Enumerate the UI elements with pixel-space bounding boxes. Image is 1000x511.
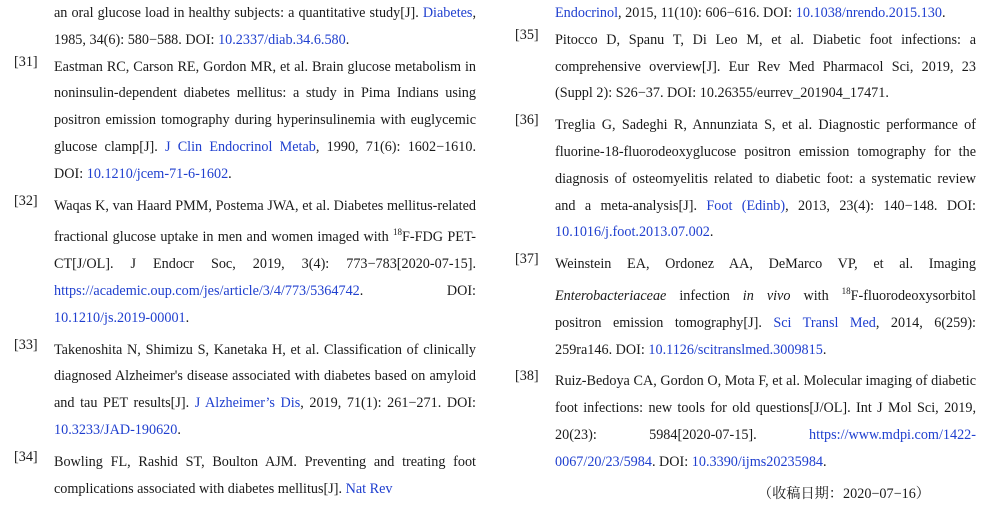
ref-text: , 1990, 71(6): 1602−1610. DOI: (54, 138, 476, 182)
ref-text: F-FDG PET-CT[J/OL]. J Endocr Soc, 2019, 3(4): 773−783[2020-07-15]. (54, 229, 476, 273)
ref-text: Eastman RC, Carson RE, Gordon MR, et al. Brain glucose metabolism in noninsulin-dependent diabetes mellitus: a study in Pima Indians using positron emission tomography during hyperinsulinemia with euglycemic glucose clamp[J]. (54, 58, 476, 155)
reference-number: [37] (515, 251, 539, 268)
reference-30-continuation (14, 0, 476, 54)
ref-text: , 1985, 34(6): 580−588. DOI: (54, 5, 476, 48)
ref-text: . DOI: (359, 282, 476, 299)
ref-text: , 2019, 71(1): 261−271. DOI: (300, 395, 476, 412)
ref-text: . (823, 453, 827, 470)
doi-link[interactable]: 10.1016/j.foot.2013.07.002 (555, 224, 710, 241)
reference-body (54, 54, 476, 188)
reference-38 (515, 368, 976, 475)
ref-text: . (228, 165, 232, 182)
ref-text: Bowling FL, Rashid ST, Boulton AJM. Preventing and treating foot complications associated with diabetes mellitus[J]. (54, 453, 476, 497)
ref-text: Treglia G, Sadeghi R, Annunziata S, et al. Diagnostic performance of fluorine-18-fluorodeoxyglucose positron emission tomography for the diagnosis of osteomyelitis related to diabetic foot: a systematic review and a meta-analysis[J]. (555, 117, 976, 214)
right-column (515, 0, 976, 507)
reference-body (555, 112, 976, 246)
journal-link[interactable]: Nat Rev (345, 480, 393, 497)
reference-37 (515, 251, 976, 363)
ref-text: an oral glucose load in healthy subjects: a quantitative study[J]. (54, 5, 423, 21)
doi-link[interactable]: 10.1210/jcem-71-6-1602 (86, 165, 229, 182)
reference-body (555, 251, 976, 363)
ref-text: . (709, 224, 714, 241)
ref-text: Ruiz-Bedoya CA, Gordon O, Mota F, et al. Molecular imaging of diabetic foot infections: new tools for old questions[J/OL]. Int J Mol Sci, 2019, 20(23): 5984[2020-07-15]. (555, 373, 976, 443)
ref-text: . (941, 5, 946, 21)
ref-text: infection (666, 287, 743, 304)
ref-text: , 2014, 6(259): 259ra146. DOI: (555, 314, 976, 358)
reference-number: [32] (14, 192, 38, 209)
ref-text: Pitocco D, Spanu T, Di Leo M, et al. Diabetic foot infections: a comprehensive overview[J]. Eur Rev Med Pharmacol Sci, 2019, 23 (Suppl 2): S26−37. DOI: 10.26355/eurrev_201904_17471. (555, 31, 976, 102)
reference-body (54, 193, 476, 332)
superscript: 18 (393, 227, 403, 238)
journal-link[interactable]: Sci Transl Med (773, 314, 876, 331)
journal-link[interactable]: J Clin Endocrinol Metab (164, 138, 316, 155)
url-link[interactable]: https://academic.oup.com/jes/article/3/4/773/5364742 (54, 282, 360, 299)
reference-number: [35] (515, 26, 539, 43)
italic-term: Enterobacteriaceae (555, 287, 667, 304)
reference-32 (14, 193, 476, 332)
reference-body (54, 449, 476, 503)
ref-text: . DOI: (651, 453, 692, 470)
journal-link[interactable]: Diabetes (422, 5, 473, 21)
ref-text: . (177, 421, 181, 438)
ref-text: , 2015, 11(10): 606−616. DOI: (618, 5, 796, 21)
received-date: （收稿日期：2020−07−16） (757, 485, 930, 502)
reference-31 (14, 54, 476, 188)
ref-text: Takenoshita N, Shimizu S, Kanetaka H, et al. Classification of clinically diagnosed Alzheimer's disease associated with diabetes based on amyloid and tau PET results[J]. (54, 341, 476, 412)
url-link[interactable]: https://www.mdpi.com/1422-0067/20/23/5984 (555, 426, 976, 470)
reference-34 (14, 449, 476, 503)
ref-text: . (185, 309, 190, 326)
reference-body (54, 337, 476, 444)
reference-33 (14, 337, 476, 444)
reference-35 (515, 27, 976, 107)
ref-text: , 2013, 23(4): 140−148. DOI: (785, 197, 977, 214)
ref-text: Weinstein EA, Ordonez AA, DeMarco VP, et al. Imaging (555, 256, 976, 273)
ref-text: Waqas K, van Haard PMM, Postema JWA, et al. Diabetes mellitus-related fractional glucose uptake in men and women imaged with (54, 197, 476, 246)
ref-text: . (345, 31, 350, 48)
reference-number: [34] (14, 448, 38, 465)
reference-34-continuation (515, 0, 976, 27)
doi-link[interactable]: 10.1126/scitranslmed.3009815 (648, 341, 823, 358)
journal-link[interactable]: Endocrinol (555, 5, 619, 21)
reference-body (555, 27, 976, 107)
ref-text: with (790, 287, 842, 304)
reference-number: [38] (515, 368, 539, 385)
doi-link[interactable]: 10.1038/nrendo.2015.130 (795, 5, 942, 21)
italic-term: in vivo (742, 287, 791, 304)
doi-link[interactable]: 10.1210/js.2019-00001 (54, 309, 186, 326)
doi-link[interactable]: 10.3233/JAD-190620 (54, 421, 178, 438)
superscript: 18 (841, 285, 851, 296)
reference-number: [31] (14, 53, 38, 70)
reference-number: [36] (515, 112, 539, 129)
journal-link[interactable]: Foot (Edinb) (706, 197, 786, 214)
reference-36 (515, 112, 976, 246)
left-column (14, 0, 476, 507)
doi-link[interactable]: 10.3390/ijms20235984 (691, 453, 824, 470)
ref-text: F-fluorodeoxysorbitol positron emission tomography[J]. (555, 287, 976, 331)
reference-body (555, 368, 976, 475)
doi-link[interactable]: 10.2337/diab.34.6.580 (218, 31, 346, 48)
reference-number: [33] (14, 336, 38, 353)
ref-text: . (822, 341, 827, 358)
journal-link[interactable]: J Alzheimer’s Dis (194, 395, 301, 412)
